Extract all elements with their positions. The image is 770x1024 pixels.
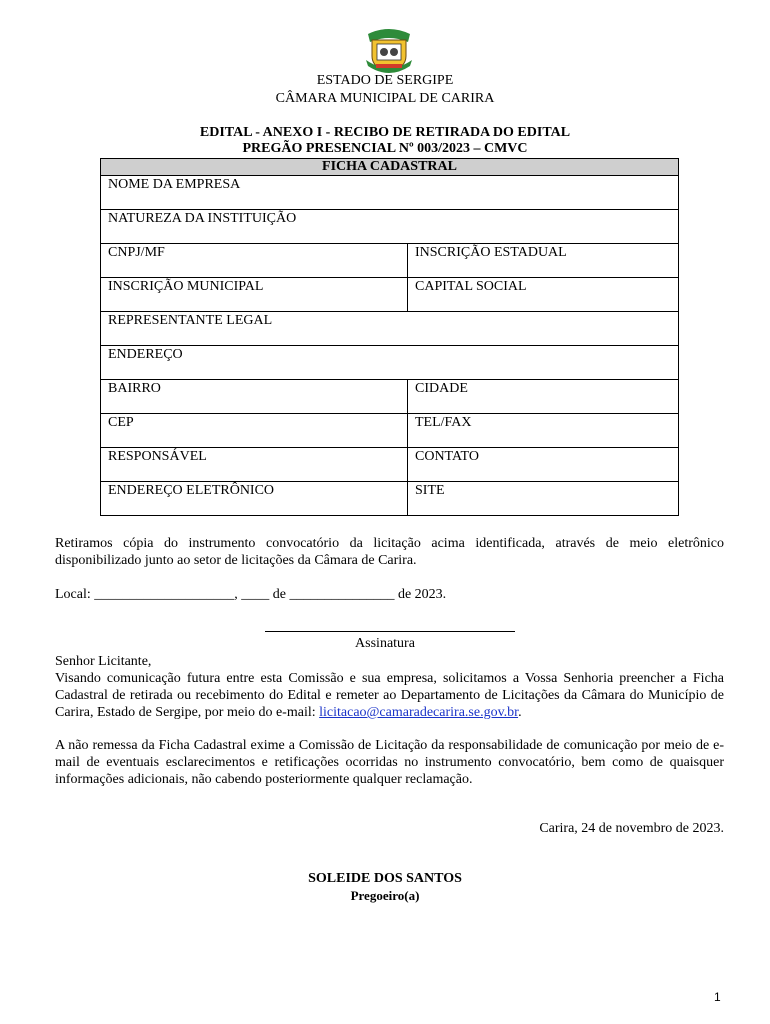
- disclaimer-paragraph: A não remessa da Ficha Cadastral exime a Comissão de Licitação da responsabilidade de comunicação por meio de e-mail de eventuais esclarecimentos e retificações ocorridas no instrumento convocatório, bem como de quaisquer informações adicionais, não cabendo posteriormente qualquer reclamação.: [55, 738, 724, 787]
- signature-label: Assinatura: [355, 636, 415, 651]
- date-place: Carira, 24 de novembro de 2023.: [539, 821, 724, 836]
- instruction-text: Visando comunicação futura entre esta Comissão e sua empresa, solicitamos a Vossa Senhoria preencher a Ficha Cadastral de retirada ou recebimento do Edital e remeter ao Departamento de Licitações da Câmara do Município de Carira, Estado de Sergipe, por meio do e-mail:: [55, 671, 724, 720]
- local-date-line: Local: ____________________, ____ de _______________ de 2023.: [55, 587, 447, 602]
- chamber-heading: CÂMARA MUNICIPAL DE CARIRA: [275, 91, 495, 106]
- pregao-title: PREGÃO PRESENCIAL Nº 003/2023 – CMVC: [242, 141, 528, 156]
- field-cnpj[interactable]: CNPJ/MF: [101, 244, 408, 278]
- field-phone-fax[interactable]: TEL/FAX: [408, 414, 679, 448]
- withdrawal-paragraph: Retiramos cópia do instrumento convocatório da licitação acima identificada, através de meio eletrônico disponibilizado junto ao setor de licitações da Câmara de Carira.: [55, 536, 724, 568]
- field-municipal-registration[interactable]: INSCRIÇÃO MUNICIPAL: [101, 278, 408, 312]
- field-neighborhood[interactable]: BAIRRO: [101, 380, 408, 414]
- field-zip[interactable]: CEP: [101, 414, 408, 448]
- email-link[interactable]: licitacao@camaradecarira.se.gov.br: [319, 705, 519, 720]
- field-institution-nature[interactable]: NATUREZA DA INSTITUIÇÃO: [101, 210, 679, 244]
- instruction-end: .: [518, 705, 522, 720]
- registration-form-table: [100, 158, 679, 516]
- page-number: 1: [714, 990, 721, 1004]
- field-contact[interactable]: CONTATO: [408, 448, 679, 482]
- state-heading: ESTADO DE SERGIPE: [316, 73, 454, 88]
- field-address[interactable]: ENDEREÇO: [101, 346, 679, 380]
- field-capital[interactable]: CAPITAL SOCIAL: [408, 278, 679, 312]
- field-site[interactable]: SITE: [408, 482, 679, 516]
- field-email-address[interactable]: ENDEREÇO ELETRÔNICO: [101, 482, 408, 516]
- field-state-registration[interactable]: INSCRIÇÃO ESTADUAL: [408, 244, 679, 278]
- signature-line: [265, 631, 515, 632]
- field-legal-representative[interactable]: REPRESENTANTE LEGAL: [101, 312, 679, 346]
- signer-name: SOLEIDE DOS SANTOS: [308, 871, 462, 886]
- salutation: Senhor Licitante,: [55, 654, 152, 669]
- form-title: FICHA CADASTRAL: [101, 159, 679, 176]
- field-company-name[interactable]: NOME DA EMPRESA: [101, 176, 679, 210]
- signer-role: Pregoeiro(a): [350, 888, 420, 903]
- instruction-paragraph: [55, 670, 724, 721]
- coat-of-arms-icon: [362, 26, 416, 76]
- field-responsible[interactable]: RESPONSÁVEL: [101, 448, 408, 482]
- edital-title: EDITAL - ANEXO I - RECIBO DE RETIRADA DO EDITAL: [199, 125, 571, 140]
- field-city[interactable]: CIDADE: [408, 380, 679, 414]
